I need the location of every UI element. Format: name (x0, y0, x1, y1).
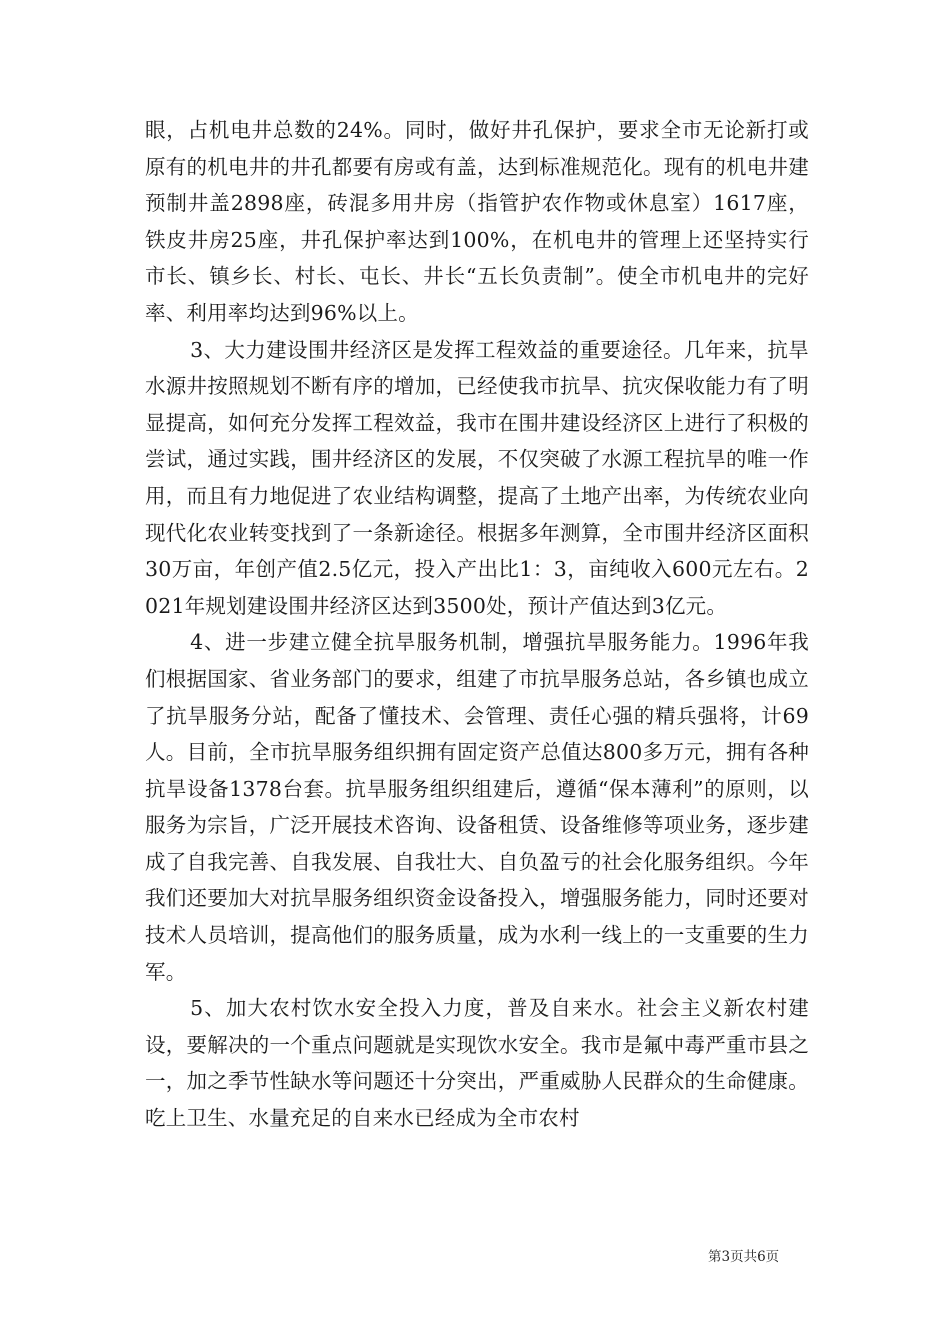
document-body (145, 112, 809, 1137)
paragraph-4-drought-service: 4、进一步建立健全抗旱服务机制，增强抗旱服务能力。1996年我们根据国家、省业务部门的要求，组建了市抗旱服务总站，各乡镇也成立了抗旱服务分站，配备了懂技术、会管理、责任心强的精兵强将，计69人。目前，全市抗旱服务组织拥有固定资产总值达800多万元，拥有各种抗旱设备1378台套。抗旱服务组织组建后，遵循“保本薄利”的原则，以服务为宗旨，广泛开展技术咨询、设备租赁、设备维修等项业务，逐步建成了自我完善、自我发展、自我壮大、自负盈亏的社会化服务组织。今年我们还要加大对抗旱服务组织资金设备投入，增强服务能力，同时还要对技术人员培训，提高他们的服务质量，成为水利一线上的一支重要的生力军。 (145, 630, 809, 984)
paragraph-continuation: 眼，占机电井总数的24%。同时，做好井孔保护，要求全市无论新打或原有的机电井的井孔都要有房或有盖，达到标准规范化。现有的机电井建预制井盖2898座，砖混多用井房（指管护农作物或休息室）1617座，铁皮井房25座，井孔保护率达到100%，在机电井的管理上还坚持实行市长、镇乡长、村长、屯长、井长“五长负责制”。使全市机电井的完好率、利用率均达到96%以上。 (145, 118, 809, 325)
page-number-footer: 第3页共6页 (708, 1249, 780, 1265)
paragraph-3-well-economic-zone: 3、大力建设围井经济区是发挥工程效益的重要途径。几年来，抗旱水源井按照规划不断有序的增加，已经使我市抗旱、抗灾保收能力有了明显提高，如何充分发挥工程效益，我市在围井建设经济区上进行了积极的尝试，通过实践，围井经济区的发展，不仅突破了水源工程抗旱的唯一作用，而且有力地促进了农业结构调整，提高了土地产出率，为传统农业向现代化农业转变找到了一条新途径。根据多年测算，全市围井经济区面积30万亩，年创产值2.5亿元，投入产出比1：3，亩纯收入600元左右。2021年规划建设围井经济区达到3500处，预计产值达到3亿元。 (145, 337, 809, 618)
paragraph-5-drinking-water: 5、加大农村饮水安全投入力度，普及自来水。社会主义新农村建设，要解决的一个重点问题就是实现饮水安全。我市是氟中毒严重市县之一，加之季节性缺水等问题还十分突出，严重威胁人民群众的生命健康。吃上卫生、水量充足的自来水已经成为全市农村 (145, 996, 809, 1131)
